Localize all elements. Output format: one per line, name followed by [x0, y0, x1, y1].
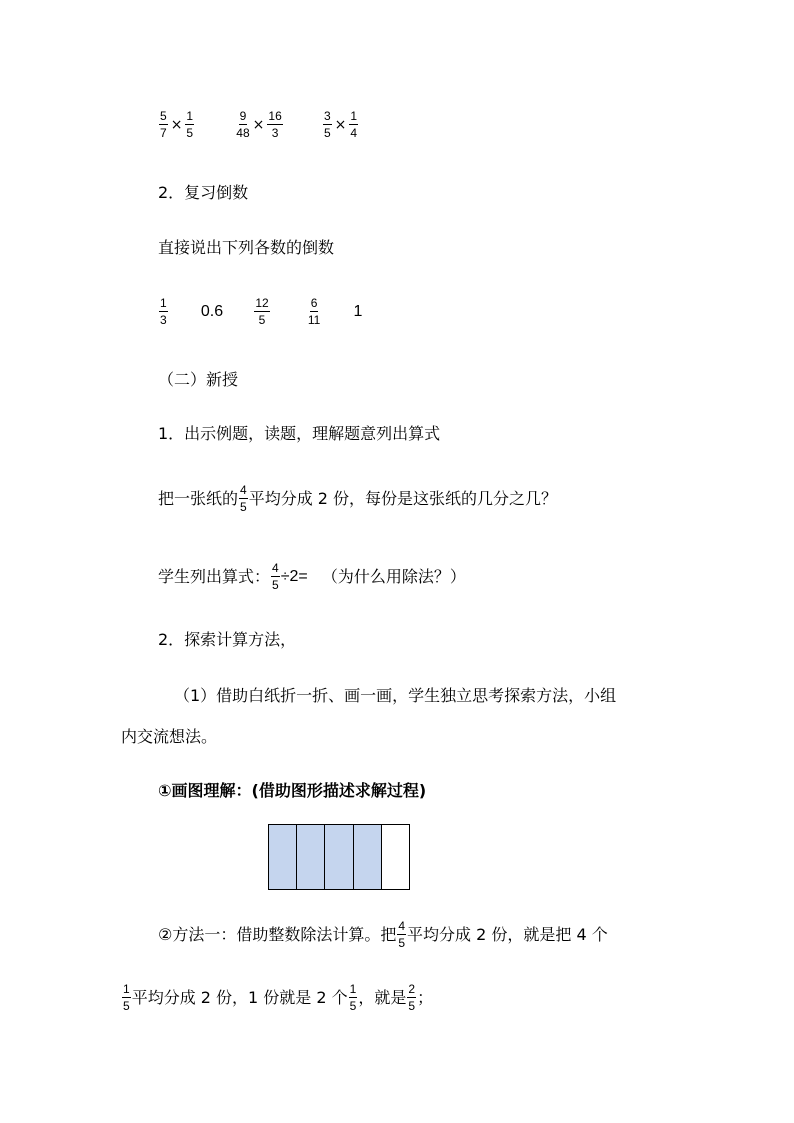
shaded-part: [325, 825, 353, 889]
fraction: $\frac{9}{48}$: [236, 109, 250, 140]
operator: ×: [170, 117, 183, 133]
shaded-part: [354, 825, 382, 889]
new-lesson-heading: （二）新授: [158, 370, 239, 389]
operator: ×: [334, 117, 347, 133]
fraction: $\frac{4}{5}$: [398, 919, 406, 950]
fraction: $\frac{16}{3}$: [268, 109, 282, 140]
method1-line1: ②方法一：借助整数除法计算。把 $\frac{4}{5}$ 平均分成 2 份，就是把 4 个: [158, 919, 608, 950]
fraction: $\frac{1}{5}$: [186, 109, 194, 140]
step2-text: 2．探索计算方法，: [158, 630, 297, 649]
shaded-part: [297, 825, 325, 889]
fraction: $\frac{4}{5}$: [272, 561, 279, 592]
problem-statement: 把一张纸的 $\frac{4}{5}$ 平均分成 2 份，每份是这张纸的几分之几？: [158, 483, 558, 514]
reciprocal-numbers: [158, 297, 362, 327]
integer-value: 1: [353, 303, 363, 320]
section2-title: 2．复习倒数: [158, 183, 249, 202]
step2-1-line2: 内交流想法。: [121, 727, 218, 746]
fraction: $\frac{2}{5}$: [408, 982, 416, 1013]
fraction: $\frac{1}{5}$: [123, 982, 130, 1013]
method1-line2: $\frac{1}{5}$ 平均分成 2 份，1 份就是 2 个 $\frac{1}{5}$ ，就是 $\frac{2}{5}$ ；: [123, 982, 434, 1013]
fraction: $\frac{3}{5}$: [323, 109, 331, 140]
fraction: $\frac{12}{5}$: [255, 296, 269, 327]
operator: ×: [252, 117, 265, 133]
drawing-heading: ①画图理解：(借助图形描述求解过程): [158, 781, 427, 800]
step1-text: 1．出示例题，读题，理解题意列出算式: [158, 424, 441, 443]
fraction-diagram: [268, 824, 410, 890]
shaded-part: [269, 825, 297, 889]
fraction: $\frac{5}{7}$: [160, 109, 167, 140]
reciprocal-prompt: 直接说出下列各数的倒数: [158, 238, 335, 257]
fraction: $\frac{4}{5}$: [240, 483, 247, 514]
unshaded-part: [382, 825, 409, 889]
student-expression: 学生列出算式： $\frac{4}{5}$ ÷2= （为什么用除法？）: [158, 561, 466, 592]
fraction: $\frac{1}{5}$: [349, 982, 357, 1013]
multiplication-exercises: [158, 110, 359, 140]
fraction: $\frac{1}{3}$: [160, 296, 167, 327]
fraction: $\frac{6}{11}$: [307, 296, 321, 327]
decimal-value: 0.6: [200, 303, 224, 320]
fraction: $\frac{1}{4}$: [350, 109, 358, 140]
step2-1-line1: （1）借助白纸折一折、画一画，学生独立思考探索方法，小组: [174, 686, 617, 705]
